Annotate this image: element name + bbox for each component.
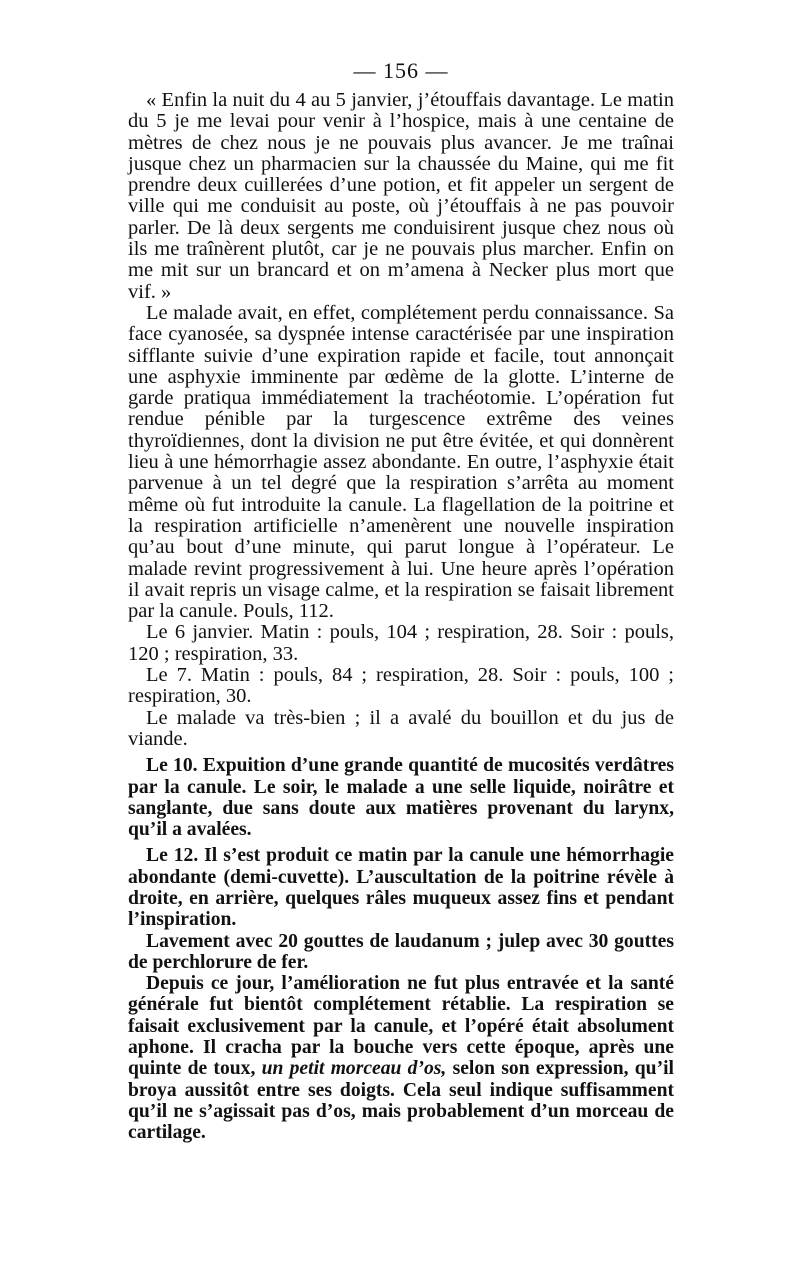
paragraph-jan-10: Le 10. Expuition d’une grande quantité de mucosités verdâtres par la canule. Le soir, le malade a une selle liquide, noirâtre et sanglante, due sans doute aux matières provenant du larynx, qu’il a avalées.	[128, 755, 674, 841]
paragraph-condition: Le malade va très-bien ; il a avalé du bouillon et du jus de viande.	[128, 706, 674, 750]
recovery-italic-phrase: un petit morceau d’os,	[261, 1058, 447, 1080]
book-page	[128, 58, 674, 1144]
paragraph-jan-6: Le 6 janvier. Matin : pouls, 104 ; respiration, 28. Soir : pouls, 120 ; respiration, 33.	[128, 621, 674, 665]
paragraph-patient-account: « Enfin la nuit du 4 au 5 janvier, j’étouffais davantage. Le matin du 5 je me levai pour venir à l’hospice, mais à une centaine de mètres de chez nous je ne pouvais plus avancer. Je me traînai jusque chez un pharmacien sur la chaussée du Maine, qui me fit prendre deux cuillerées d’une potion, et fit appeler un sergent de ville qui me conduisit au poste, où j’étouffais à ne pas pouvoir parler. De là deux sergents me conduisirent jusque chez nous où ils me traînèrent plutôt, car je ne pouvais plus marcher. Enfin on me mit sur un brancard et on m’amena à Necker plus mort que vif. »	[128, 89, 674, 303]
recovery-text-after: selon son expression, qu’il broya aussitôt entre ses doigts. Cela seul indique suffisamment qu’il ne s’agissait pas d’os, mais probablement d’un morceau de cartilage.	[128, 1058, 674, 1144]
paragraph-tracheotomy: Le malade avait, en effet, complétement perdu connaissance. Sa face cyanosée, sa dyspnée intense caractérisée par une inspiration sifflante suivie d’une expiration rapide et facile, tout annonçait une asphyxie imminente par œdème de la glotte. L’interne de garde pratiqua immédiatement la trachéotomie. L’opération fut rendue pénible par la turgescence extrême des veines thyroïdiennes, dont la division ne put être évitée, et qui donnèrent lieu à une hémorrhagie assez abondante. En outre, l’asphyxie était parvenue à un tel degré que la respiration s’arrêta au moment même où fut introduite la canule. La flagellation de la poitrine et la respiration artificielle n’amenèrent une nouvelle inspiration qu’au bout d’une minute, qui parut longue à l’opérateur. Le malade revint progressivement à lui. Une heure après l’opération il avait repris un visage calme, et la respiration se faisait librement par la canule. Pouls, 112.	[128, 301, 674, 623]
paragraph-jan-7: Le 7. Matin : pouls, 84 ; respiration, 28. Soir : pouls, 100 ; respiration, 30.	[128, 664, 674, 708]
recovery-text-before: Depuis ce jour, l’amélioration ne fut plus entravée et la santé générale fut bientôt complétement rétablie. La respiration se faisait exclusivement par la canule, et l’opéré était absolument aphone. Il cracha par la bouche vers cette époque, après une quinte de toux,	[128, 973, 674, 1080]
paragraph-recovery	[128, 973, 674, 1143]
paragraph-treatment: Lavement avec 20 gouttes de laudanum ; julep avec 30 gouttes de perchlorure de fer.	[128, 930, 674, 973]
page-number: — 156 —	[353, 58, 449, 83]
paragraph-jan-12: Le 12. Il s’est produit ce matin par la canule une hémorrhagie abondante (demi-cuvette). L’auscultation de la poitrine révèle à droite, en arrière, quelques râles muqueux assez fins et pendant l’inspiration.	[128, 845, 674, 931]
